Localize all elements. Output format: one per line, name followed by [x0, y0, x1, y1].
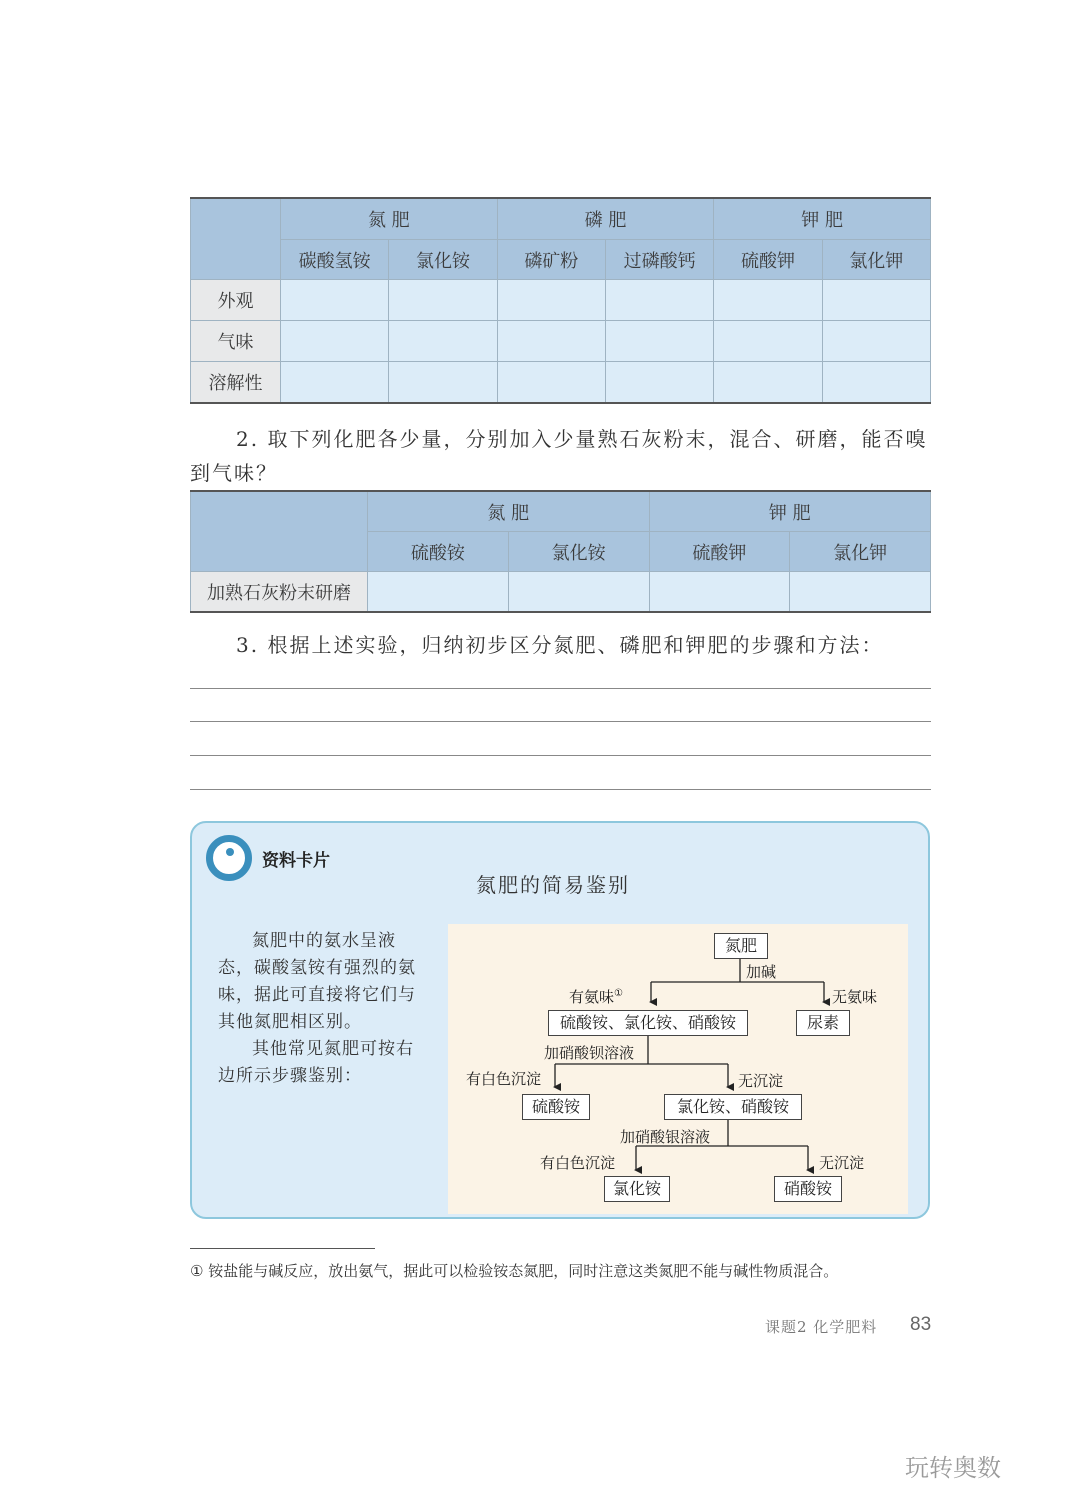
watermark: 玩转奥数: [905, 1454, 1001, 1482]
column-header: 硫酸铵: [368, 532, 509, 572]
question-2-line1: 2. 取下列化肥各少量，分别加入少量熟石灰粉末，混合、研磨，能否嗅: [236, 427, 928, 451]
column-header: 磷矿粉: [497, 240, 605, 280]
identification-flowchart: [448, 924, 908, 1214]
ammonium-sulfate-box: 硫酸铵: [522, 1094, 590, 1120]
lime-grinding-table: [190, 490, 931, 613]
table-row: [191, 572, 931, 613]
column-header: 氯化钾: [790, 532, 931, 572]
info-paragraph: 其他常见氮肥可按右边所示步骤鉴别：: [218, 1039, 414, 1086]
info-paragraph: 氮肥中的氨水呈液态，碳酸氢铵有强烈的氨味，据此可直接将它们与其他氮肥相区别。: [218, 931, 416, 1032]
answer-line: [190, 688, 931, 689]
column-header: 硫酸钾: [714, 240, 822, 280]
fertilizer-properties-table: [190, 197, 931, 404]
blank-cell: [497, 280, 605, 321]
step-label: 加硝酸钡溶液: [544, 1044, 635, 1062]
root-box: 氮肥: [714, 933, 768, 959]
row-label: 溶解性: [191, 362, 281, 404]
blank-cell: [508, 572, 649, 613]
group-header: 钾 肥: [714, 198, 931, 240]
answer-line: [190, 721, 931, 722]
footnote: ① 铵盐能与碱反应，放出氨气，据此可以检验铵态氮肥，同时注意这类氮肥不能与碱性物质混合。: [190, 1262, 839, 1280]
page-footer: 课题2 化学肥料: [765, 1318, 878, 1336]
blank-cell: [497, 362, 605, 404]
blank-cell: [281, 280, 389, 321]
group-header: 氮 肥: [368, 491, 650, 532]
branch-label: 无氨味: [832, 988, 878, 1006]
urea-box: 尿素: [796, 1010, 850, 1036]
blank-cell: [497, 321, 605, 362]
blank-cell: [790, 572, 931, 613]
blank-cell: [822, 362, 930, 404]
blank-cell: [714, 280, 822, 321]
blank-cell: [389, 280, 497, 321]
info-card-text: [218, 928, 418, 1090]
branch-label: 无沉淀: [738, 1072, 784, 1090]
salt-group-box: 硫酸铵、氯化铵、硝酸铵: [548, 1010, 748, 1036]
blank-cell: [822, 321, 930, 362]
table-row: [191, 280, 931, 321]
remaining-salts-box: 氯化铵、硝酸铵: [664, 1094, 802, 1120]
row-label: 加熟石灰粉末研磨: [191, 572, 368, 613]
info-card-title: 氮肥的简易鉴别: [476, 873, 630, 897]
info-card-label: 资料卡片: [262, 851, 330, 871]
question-3: 3. 根据上述实验，归纳初步区分氮肥、磷肥和钾肥的步骤和方法：: [236, 633, 884, 657]
column-header: 氯化铵: [508, 532, 649, 572]
table-row: [191, 321, 931, 362]
ammonium-nitrate-box: 硝酸铵: [774, 1176, 842, 1202]
row-label: 气味: [191, 321, 281, 362]
column-header: 碳酸氢铵: [281, 240, 389, 280]
column-header: 氯化铵: [389, 240, 497, 280]
blank-cell: [281, 321, 389, 362]
column-header: 过磷酸钙: [605, 240, 713, 280]
info-card-icon: [206, 835, 252, 881]
group-header: 钾 肥: [649, 491, 931, 532]
blank-cell: [605, 321, 713, 362]
blank-cell: [649, 572, 790, 613]
table-corner: [191, 491, 368, 572]
branch-label: 无沉淀: [819, 1154, 865, 1172]
row-label: 外观: [191, 280, 281, 321]
branch-label: 有氨味①: [569, 988, 623, 1006]
footnote-rule: [190, 1248, 375, 1249]
page-number: 83: [910, 1314, 932, 1335]
blank-cell: [822, 280, 930, 321]
blank-cell: [389, 321, 497, 362]
blank-cell: [368, 572, 509, 613]
group-header: 磷 肥: [497, 198, 714, 240]
table-corner: [191, 198, 281, 280]
branch-label: 有白色沉淀: [466, 1070, 542, 1088]
step-label: 加硝酸银溶液: [620, 1128, 711, 1146]
blank-cell: [605, 362, 713, 404]
blank-cell: [389, 362, 497, 404]
branch-label: 有白色沉淀: [540, 1154, 616, 1172]
answer-line: [190, 755, 931, 756]
column-header: 硫酸钾: [649, 532, 790, 572]
column-header: 氯化钾: [822, 240, 930, 280]
blank-cell: [714, 321, 822, 362]
blank-cell: [281, 362, 389, 404]
answer-line: [190, 789, 931, 790]
step-label: 加碱: [746, 963, 777, 981]
question-2-line2: 到气味？: [190, 461, 278, 485]
table-row: [191, 362, 931, 404]
blank-cell: [714, 362, 822, 404]
blank-cell: [605, 280, 713, 321]
group-header: 氮 肥: [281, 198, 498, 240]
ammonium-chloride-box: 氯化铵: [604, 1176, 670, 1202]
